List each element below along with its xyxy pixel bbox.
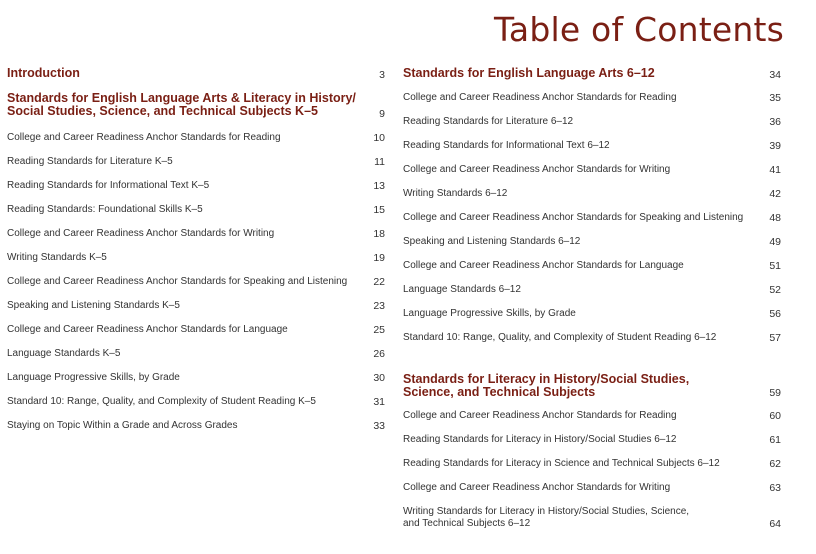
toc-page-number: 11 [374, 156, 385, 168]
toc-entry[interactable] [7, 396, 385, 410]
toc-entry[interactable] [403, 212, 781, 226]
toc-page-number: 33 [373, 420, 385, 432]
toc-entry-title: College and Career Readiness Anchor Standards for Reading [403, 410, 677, 421]
toc-entry-title: College and Career Readiness Anchor Standards for Reading [7, 132, 281, 143]
toc-page-number: 35 [769, 92, 781, 104]
toc-page-number: 56 [769, 308, 781, 320]
toc-entry-title: Staying on Topic Within a Grade and Across Grades [7, 420, 238, 431]
toc-entry[interactable] [403, 482, 781, 496]
toc-entry-title: Reading Standards for Literature 6–12 [403, 116, 574, 127]
toc-entry-title: Reading Standards for Literacy in Science and Technical Subjects 6–12 [403, 458, 720, 469]
toc-entry-title: Reading Standards for Literature K–5 [7, 156, 173, 167]
toc-page-number: 51 [769, 260, 781, 272]
toc-page-number: 15 [373, 204, 385, 216]
toc-entry[interactable] [403, 410, 781, 424]
toc-entry[interactable] [7, 252, 385, 266]
toc-page-number: 52 [769, 284, 781, 296]
toc-entry[interactable] [7, 348, 385, 362]
toc-entry-title: Language Progressive Skills, by Grade [7, 372, 180, 383]
toc-entry[interactable] [7, 156, 385, 170]
toc-entry[interactable] [403, 308, 781, 322]
toc-entry-title: College and Career Readiness Anchor Standards for Reading [403, 92, 677, 103]
toc-page-number: 13 [373, 180, 385, 192]
toc-page-number: 61 [769, 434, 781, 446]
toc-entry[interactable] [7, 420, 385, 434]
toc-entry-title: Reading Standards: Foundational Skills K–5 [7, 204, 203, 215]
toc-page-number: 57 [769, 332, 781, 344]
toc-page-number: 3 [379, 69, 385, 81]
toc-page-number: 59 [769, 387, 781, 399]
toc-entry[interactable] [403, 92, 781, 106]
toc-entry[interactable] [403, 188, 781, 202]
toc-page-number: 42 [769, 188, 781, 200]
toc-page-number: 34 [769, 69, 781, 81]
toc-entry[interactable] [403, 458, 781, 472]
toc-entry-title: Speaking and Listening Standards 6–12 [403, 236, 581, 247]
toc-page-number: 23 [373, 300, 385, 312]
toc-page-number: 31 [373, 396, 385, 408]
toc-section-title: Standards for English Language Arts & Literacy in History/ Social Studies, Science, and Technical Subjects K–5 [7, 91, 356, 118]
toc-entry[interactable] [403, 434, 781, 448]
page-title: Table of Contents [494, 10, 784, 49]
toc-section-ela-k5[interactable] [7, 92, 385, 120]
toc-entry[interactable] [403, 260, 781, 274]
toc-entry-title: College and Career Readiness Anchor Standards for Writing [403, 482, 671, 493]
toc-section-introduction[interactable] [7, 67, 385, 81]
toc-page-number: 41 [769, 164, 781, 176]
toc-entry-title: College and Career Readiness Anchor Standards for Speaking and Listening [403, 212, 744, 223]
toc-entry-title: Speaking and Listening Standards K–5 [7, 300, 180, 311]
toc-page-number: 9 [379, 108, 385, 120]
toc-page-number: 49 [769, 236, 781, 248]
toc-entry-title: College and Career Readiness Anchor Standards for Language [403, 260, 684, 271]
toc-entry-title: Writing Standards K–5 [7, 252, 107, 263]
toc-entry-title: College and Career Readiness Anchor Standards for Writing [403, 164, 671, 175]
toc-entry[interactable] [7, 276, 385, 290]
toc-page-number: 63 [769, 482, 781, 494]
toc-entry-title: College and Career Readiness Anchor Standards for Speaking and Listening [7, 276, 348, 287]
toc-section-title: Standards for Literacy in History/Social Studies, Science, and Technical Subjects [403, 372, 690, 399]
toc-entry-title: Writing Standards for Literacy in History/Social Studies, Science, and Technical Subjects 6–12 [403, 506, 690, 529]
toc-entry-writing-literacy[interactable] [403, 506, 781, 532]
toc-entry[interactable] [403, 164, 781, 178]
toc-entry-title: Reading Standards for Literacy in History/Social Studies 6–12 [403, 434, 677, 445]
toc-entry-title: Language Standards 6–12 [403, 284, 521, 295]
toc-entry[interactable] [403, 332, 781, 346]
toc-section-title: Introduction [7, 66, 80, 80]
toc-entry[interactable] [7, 228, 385, 242]
toc-page-number: 36 [769, 116, 781, 128]
toc-section-title: Standards for English Language Arts 6–12 [403, 66, 655, 80]
toc-entry[interactable] [7, 132, 385, 146]
toc-entry-title: Language Standards K–5 [7, 348, 121, 359]
toc-page-number: 18 [373, 228, 385, 240]
toc-entry[interactable] [403, 116, 781, 130]
toc-entry[interactable] [403, 140, 781, 154]
toc-entry-title: College and Career Readiness Anchor Standards for Writing [7, 228, 275, 239]
toc-entry[interactable] [7, 324, 385, 338]
toc-entry-title: Language Progressive Skills, by Grade [403, 308, 576, 319]
toc-page-number: 22 [373, 276, 385, 288]
toc-page-number: 39 [769, 140, 781, 152]
toc-entry[interactable] [403, 236, 781, 250]
toc-page-number: 48 [769, 212, 781, 224]
toc-entry-title: College and Career Readiness Anchor Standards for Language [7, 324, 288, 335]
toc-entry-title: Standard 10: Range, Quality, and Complexity of Student Reading 6–12 [403, 332, 717, 343]
toc-entry-title: Reading Standards for Informational Text 6–12 [403, 140, 610, 151]
toc-section-literacy[interactable] [403, 373, 781, 401]
toc-entry[interactable] [403, 284, 781, 298]
toc-page-number: 26 [373, 348, 385, 360]
toc-section-ela-612[interactable] [403, 67, 781, 81]
toc-page-number: 64 [769, 518, 781, 530]
toc-entry[interactable] [7, 300, 385, 314]
toc-page-number: 62 [769, 458, 781, 470]
toc-page-number: 10 [373, 132, 385, 144]
toc-entry-title: Reading Standards for Informational Text K–5 [7, 180, 210, 191]
toc-entry[interactable] [7, 372, 385, 386]
toc-entry[interactable] [7, 180, 385, 194]
toc-page-number: 19 [373, 252, 385, 264]
toc-entry-title: Standard 10: Range, Quality, and Complexity of Student Reading K–5 [7, 396, 316, 407]
toc-page-number: 25 [373, 324, 385, 336]
toc-page-number: 60 [769, 410, 781, 422]
toc-entry-title: Writing Standards 6–12 [403, 188, 508, 199]
toc-entry[interactable] [7, 204, 385, 218]
toc-page-number: 30 [373, 372, 385, 384]
